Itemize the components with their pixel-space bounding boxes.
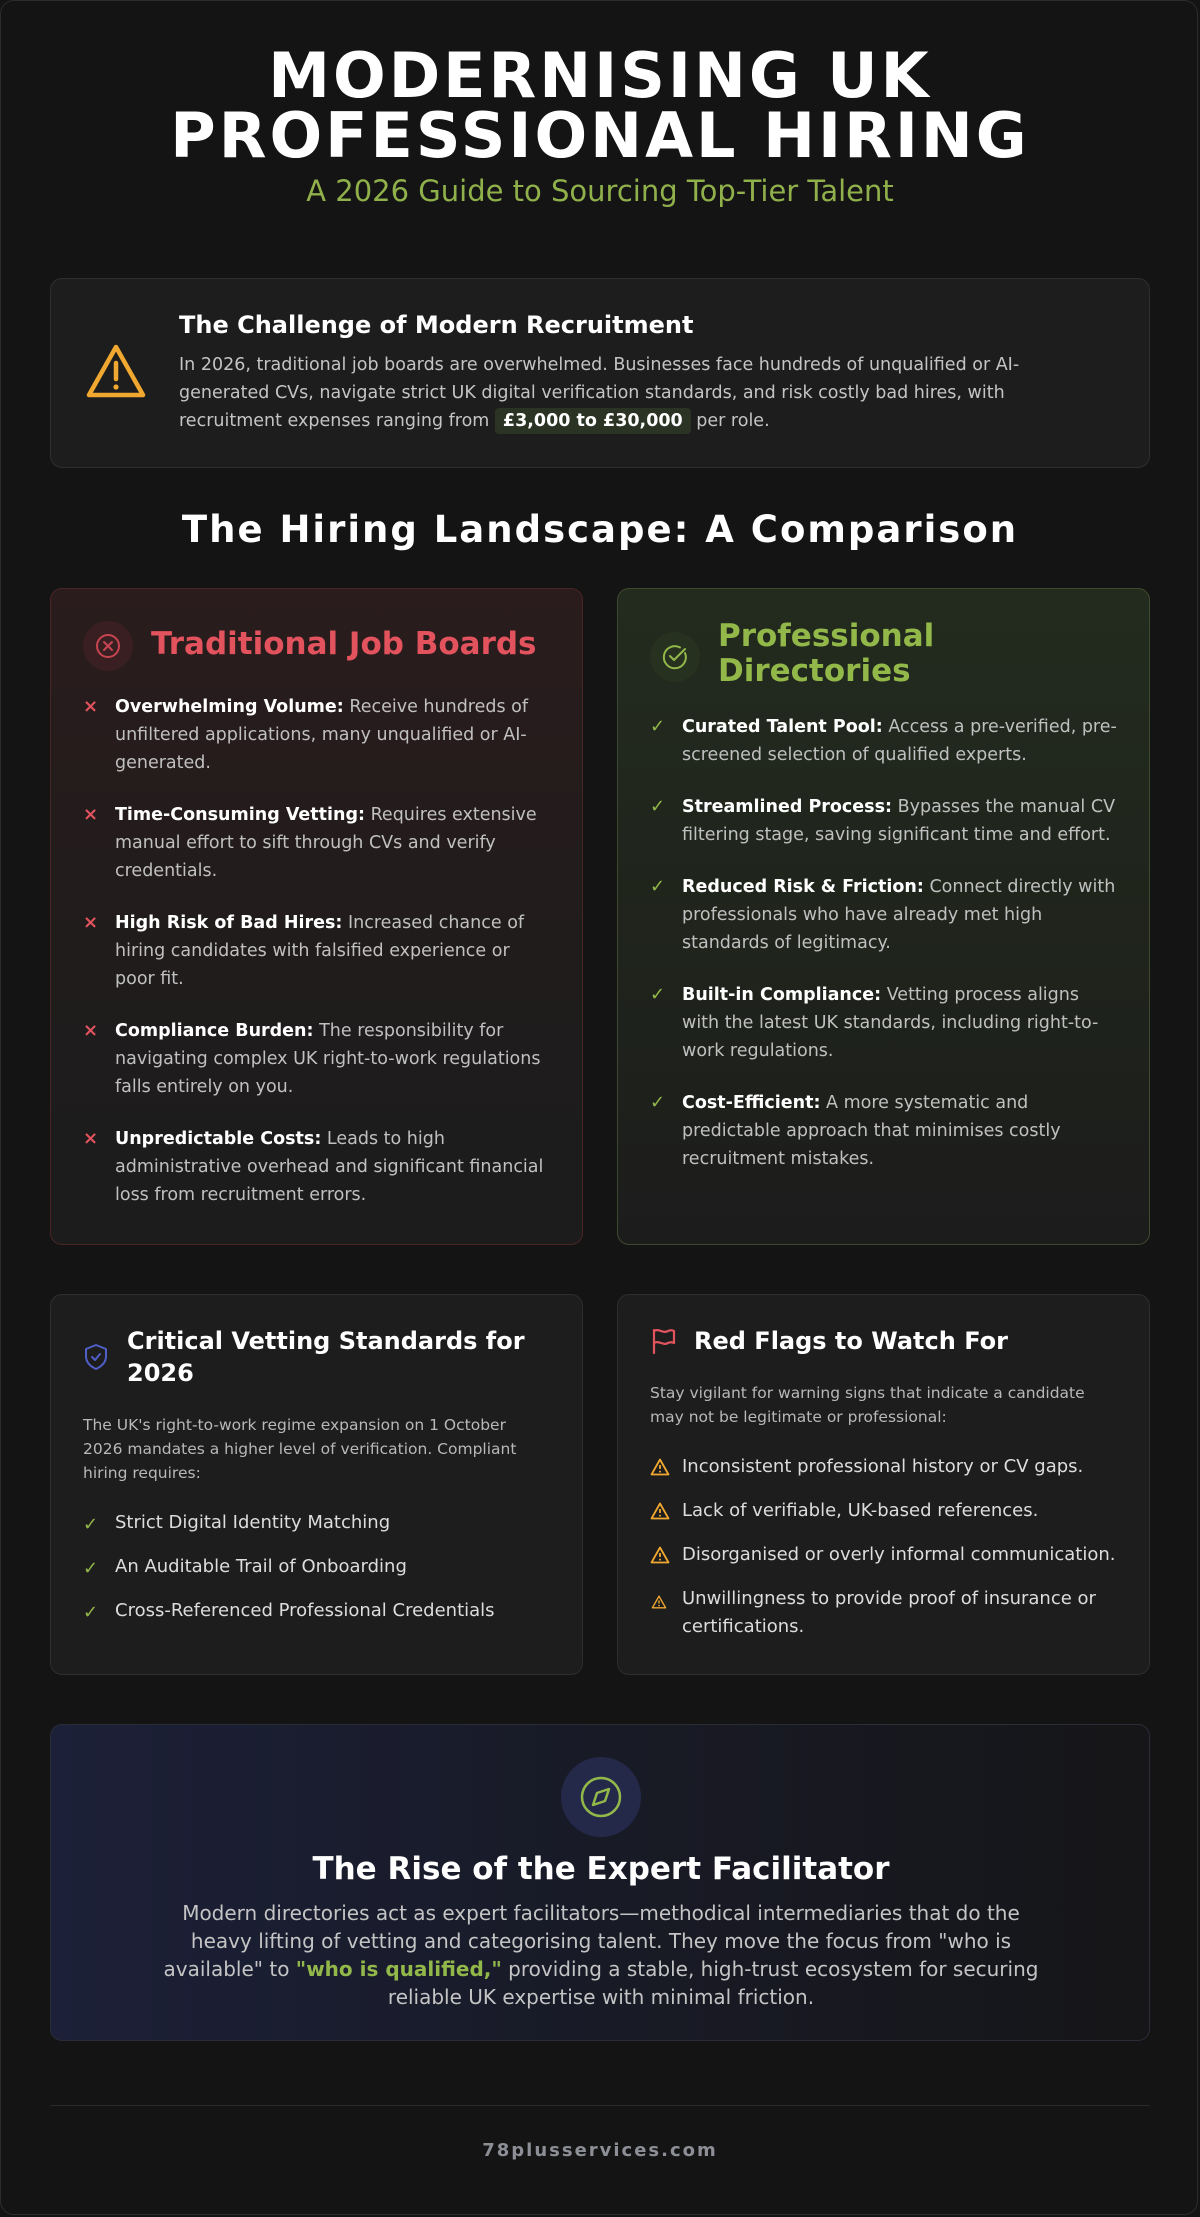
red-flags-list [650,1453,1130,1657]
vetting-list [83,1509,543,1641]
warning-icon [650,1502,670,1520]
check-icon: ✓ [650,1092,666,1113]
directories-title: Professional Directories [718,618,935,689]
list-item: Unwillingness to provide proof of insurance or certifications. [650,1585,1130,1641]
page-title: MODERNISING UK PROFESSIONAL HIRING [170,39,1030,172]
check-icon: ✓ [83,1558,99,1579]
list-item: ✓ Cross-Referenced Professional Credentials [83,1597,543,1641]
traditional-job-boards-card [50,588,583,1245]
check-icon: ✓ [83,1514,99,1535]
vetting-standards-card [50,1294,583,1675]
red-flags-title: Red Flags to Watch For [694,1327,1008,1355]
cross-icon: × [83,1128,99,1149]
facilitator-text: Modern directories act as expert facilitators—methodical intermediaries that do the heavy lifting of vetting and categorising talent. They move the focus from "who is available" to "who is qualified," providing a stable, high-trust ecosystem for securing reliable UK expertise with minimal friction. [163,1901,1039,2009]
compass-icon [561,1757,641,1837]
page-subtitle: A 2026 Guide to Sourcing Top-Tier Talent [306,174,894,208]
cross-icon: × [83,1020,99,1041]
list-item: Lack of verifiable, UK-based references. [650,1497,1130,1525]
check-icon: ✓ [650,876,666,897]
check-icon: ✓ [650,716,666,737]
list-item: ✓ Strict Digital Identity Matching [83,1509,543,1553]
list-item: ✓ Built-in Compliance: Vetting process aligns with the latest UK standards, including right-to-work regulations. [650,981,1120,1065]
list-item: Disorganised or overly informal communication. [650,1541,1130,1569]
x-circle-icon [83,621,133,671]
list-item: Inconsistent professional history or CV gaps. [650,1453,1130,1481]
vetting-description: The UK's right-to-work regime expansion on 1 October 2026 mandates a higher level of verification. Compliant hiring requires: [83,1416,517,1482]
comparison-heading: The Hiring Landscape: A Comparison [181,508,1019,551]
cost-range-badge: £3,000 to £30,000 [495,408,691,434]
list-item: ✓ An Auditable Trail of Onboarding [83,1553,543,1597]
warning-icon [650,1546,670,1564]
list-item: × Unpredictable Costs: Leads to high administrative overhead and significant financial loss from recruitment errors. [83,1125,553,1209]
check-icon: ✓ [650,984,666,1005]
list-item: ✓ Reduced Risk & Friction: Connect directly with professionals who have already met high standards of legitimacy. [650,873,1120,957]
traditional-title: Traditional Job Boards [151,626,537,662]
check-circle-icon [650,632,700,682]
footer-divider [50,2105,1150,2106]
challenge-card [50,278,1150,468]
highlight-text: "who is qualified," [295,1957,502,1981]
traditional-list [83,693,553,1233]
challenge-title: The Challenge of Modern Recruitment [179,311,694,339]
vetting-title: Critical Vetting Standards for 2026 [127,1327,525,1387]
shield-check-icon [83,1343,109,1371]
warning-icon [85,343,147,399]
warning-icon [651,1595,667,1609]
red-flags-card [617,1294,1150,1675]
footer-site-link[interactable]: 78plusservices.com [482,2140,718,2161]
list-item: × Overwhelming Volume: Receive hundreds of unfiltered applications, many unqualified or AI-generated. [83,693,553,777]
flag-icon [650,1327,676,1355]
professional-directories-card [617,588,1150,1245]
facilitator-title: The Rise of the Expert Facilitator [312,1851,890,1887]
directories-list [650,713,1120,1197]
list-item: × Time-Consuming Vetting: Requires extensive manual effort to sift through CVs and verify credentials. [83,801,553,885]
list-item: × Compliance Burden: The responsibility for navigating complex UK right-to-work regulations falls entirely on you. [83,1017,553,1101]
red-flags-description: Stay vigilant for warning signs that indicate a candidate may not be legitimate or professional: [650,1384,1085,1426]
list-item: ✓ Streamlined Process: Bypasses the manual CV filtering stage, saving significant time and effort. [650,793,1120,849]
check-icon: ✓ [83,1602,99,1623]
warning-icon [650,1458,670,1476]
cross-icon: × [83,804,99,825]
cross-icon: × [83,912,99,933]
list-item: × High Risk of Bad Hires: Increased chance of hiring candidates with falsified experience or poor fit. [83,909,553,993]
cross-icon: × [83,696,99,717]
expert-facilitator-card [50,1724,1150,2041]
challenge-text: In 2026, traditional job boards are overwhelmed. Businesses face hundreds of unqualified or AI-generated CVs, navigate strict UK digital verification standards, and risk costly bad hires, with recruitment expenses ranging from £3,000 to £30,000 per role. [179,351,1079,435]
list-item: ✓ Curated Talent Pool: Access a pre-verified, pre-screened selection of qualified experts. [650,713,1120,769]
list-item: ✓ Cost-Efficient: A more systematic and predictable approach that minimises costly recruitment mistakes. [650,1089,1120,1173]
check-icon: ✓ [650,796,666,817]
